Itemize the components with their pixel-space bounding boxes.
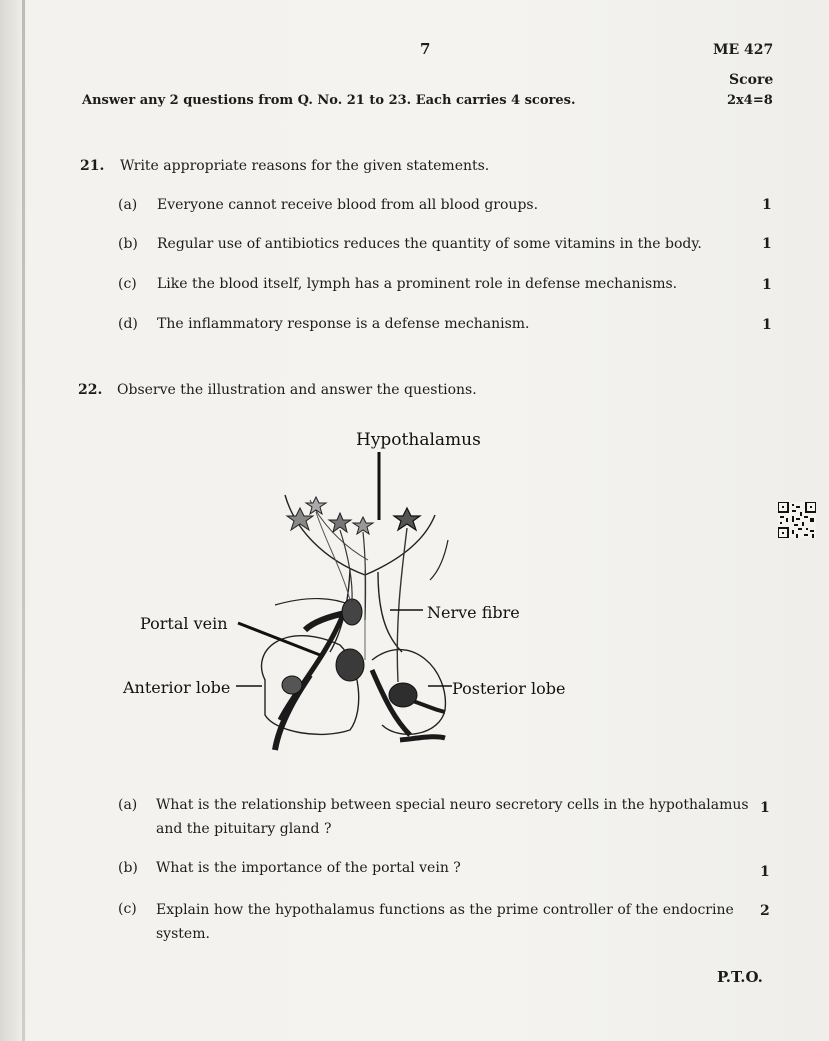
- q22-item-a-text-line2: and the pituitary gland ?: [156, 821, 332, 837]
- page-number: 7: [420, 40, 431, 58]
- nerve-fibre-label: Nerve fibre: [427, 603, 520, 622]
- q21-item-a-label: (a): [118, 197, 138, 213]
- question-21-number: 21.: [80, 158, 105, 174]
- q21-item-c-score: 1: [762, 277, 772, 293]
- q21-item-c-label: (c): [118, 276, 137, 292]
- hypothalamus-label: Hypothalamus: [356, 430, 481, 450]
- pituitary-gland-diagram: [110, 420, 590, 780]
- q21-item-d-score: 1: [762, 317, 772, 333]
- q22-item-c-text-line2: system.: [156, 926, 210, 942]
- q22-item-b-label: (b): [118, 860, 138, 876]
- q22-item-b-score: 1: [760, 864, 770, 880]
- q21-item-a-score: 1: [762, 197, 772, 213]
- q21-item-b-label: (b): [118, 236, 138, 252]
- q22-item-c-text-line1: Explain how the hypothalamus functions as the prime controller of the endocrine: [156, 902, 734, 918]
- page-binding-edge: [22, 0, 25, 1041]
- qr-code: [778, 502, 816, 538]
- portal-vein-label: Portal vein: [140, 614, 228, 633]
- q22-item-c-label: (c): [118, 901, 137, 917]
- q22-item-b-text: What is the importance of the portal vein ?: [156, 860, 461, 876]
- score-formula: 2x4=8: [727, 93, 773, 108]
- q21-item-d-text: The inflammatory response is a defense mechanism.: [157, 316, 530, 332]
- posterior-lobe-label: Posterior lobe: [452, 679, 566, 698]
- q22-item-c-score: 2: [760, 903, 770, 919]
- q22-item-a-text-line1: What is the relationship between special neuro secretory cells in the hypothalamus: [156, 797, 749, 813]
- question-21-text: Write appropriate reasons for the given statements.: [120, 158, 490, 174]
- q21-item-d-label: (d): [118, 316, 138, 332]
- q21-item-b-text: Regular use of antibiotics reduces the quantity of some vitamins in the body.: [157, 236, 702, 252]
- q21-item-b-score: 1: [762, 236, 772, 252]
- q22-item-a-label: (a): [118, 797, 138, 813]
- score-column-label: Score: [729, 72, 774, 88]
- q21-item-c-text: Like the blood itself, lymph has a prominent role in defense mechanisms.: [157, 276, 678, 292]
- q22-item-a-score: 1: [760, 800, 770, 816]
- paper-code: ME 427: [713, 42, 774, 58]
- section-instruction: Answer any 2 questions from Q. No. 21 to 23. Each carries 4 scores.: [82, 93, 576, 108]
- q21-item-a-text: Everyone cannot receive blood from all blood groups.: [157, 197, 539, 213]
- question-22-number: 22.: [78, 382, 103, 398]
- please-turn-over: P.T.O.: [717, 968, 763, 986]
- anterior-lobe-label: Anterior lobe: [123, 678, 231, 697]
- question-22-text: Observe the illustration and answer the questions.: [117, 382, 477, 398]
